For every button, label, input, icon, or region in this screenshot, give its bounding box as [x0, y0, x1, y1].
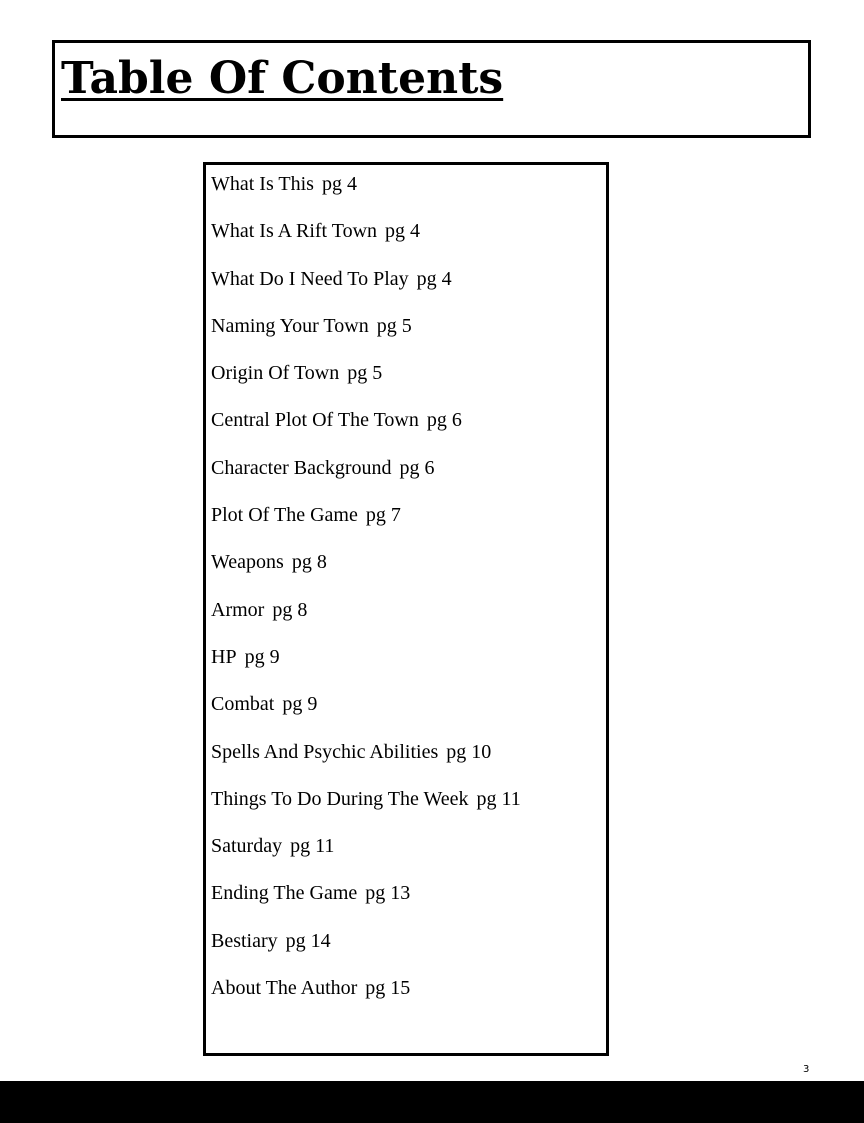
toc-entry-label: Things To Do During The Week	[211, 787, 469, 810]
page-title: Table Of Contents	[61, 53, 504, 104]
toc-entry	[211, 928, 521, 975]
toc-entry	[211, 549, 521, 596]
toc-entry-page: pg 4	[321, 173, 357, 195]
toc-entry-page: pg 8	[272, 598, 308, 621]
toc-entry	[211, 218, 521, 265]
toc-entry-label: Plot Of The Game	[211, 504, 358, 527]
page-number: 3	[803, 1064, 810, 1075]
toc-entry-page: pg 6	[399, 456, 435, 479]
toc-entry-page: pg 9	[282, 693, 318, 716]
toc-entry-label: Bestiary	[211, 929, 278, 952]
toc-entry	[211, 455, 521, 502]
toc-entry-label: Origin Of Town	[211, 362, 340, 385]
toc-entry-page: pg 4	[385, 220, 421, 243]
toc-entry-label: Saturday	[211, 835, 283, 858]
toc-entry	[211, 975, 521, 1022]
toc-entry-label: Combat	[211, 693, 275, 716]
toc-entry	[211, 786, 521, 833]
toc-entry-page: pg 10	[446, 740, 492, 763]
toc-entry	[211, 502, 521, 549]
toc-entry-page: pg 5	[347, 362, 383, 385]
bottom-bar	[0, 1081, 864, 1123]
toc-entry-label: What Is A Rift Town	[211, 220, 378, 243]
toc-entry	[211, 597, 521, 644]
toc-entry-page: pg 13	[365, 882, 411, 905]
toc-entry	[211, 360, 521, 407]
toc-entry-page: pg 11	[290, 835, 335, 858]
toc-entry-label: Ending The Game	[211, 882, 358, 905]
toc-entry-label: Armor	[211, 598, 265, 621]
toc-entry	[211, 313, 521, 360]
toc-entry-page: pg 4	[416, 267, 452, 290]
toc-entry-page: pg 15	[365, 977, 411, 1000]
toc-entry	[211, 880, 521, 927]
toc-entry	[211, 739, 521, 786]
toc-entry-page: pg 5	[376, 314, 412, 337]
toc-entry-label: Character Background	[211, 456, 392, 479]
toc-entry-page: pg 6	[426, 409, 462, 432]
toc-entry-label: Spells And Psychic Abilities	[211, 740, 439, 763]
toc-entry	[211, 407, 521, 454]
toc-entry-label: About The Author	[211, 977, 358, 1000]
toc-entry-label: What Do I Need To Play	[211, 267, 409, 290]
toc-entry-label: Naming Your Town	[211, 314, 369, 337]
toc-entry	[211, 833, 521, 880]
toc-entry	[211, 266, 521, 313]
toc-entry	[211, 691, 521, 738]
toc-entry	[211, 171, 521, 218]
toc-entry-label: Central Plot Of The Town	[211, 409, 419, 432]
toc-entry-label: HP	[211, 645, 237, 668]
toc-entry	[211, 644, 521, 691]
toc-entry-page: pg 14	[285, 929, 331, 952]
toc-entry-page: pg 7	[365, 504, 401, 527]
toc-entry-label: What Is This	[211, 173, 314, 195]
toc-box	[203, 162, 609, 1056]
toc-entry-label: Weapons	[211, 551, 284, 574]
toc-entry-page: pg 11	[476, 787, 521, 810]
toc-list	[211, 171, 521, 1022]
title-box	[52, 40, 811, 138]
toc-entry-page: pg 8	[291, 551, 327, 574]
toc-entry-page: pg 9	[244, 645, 280, 668]
